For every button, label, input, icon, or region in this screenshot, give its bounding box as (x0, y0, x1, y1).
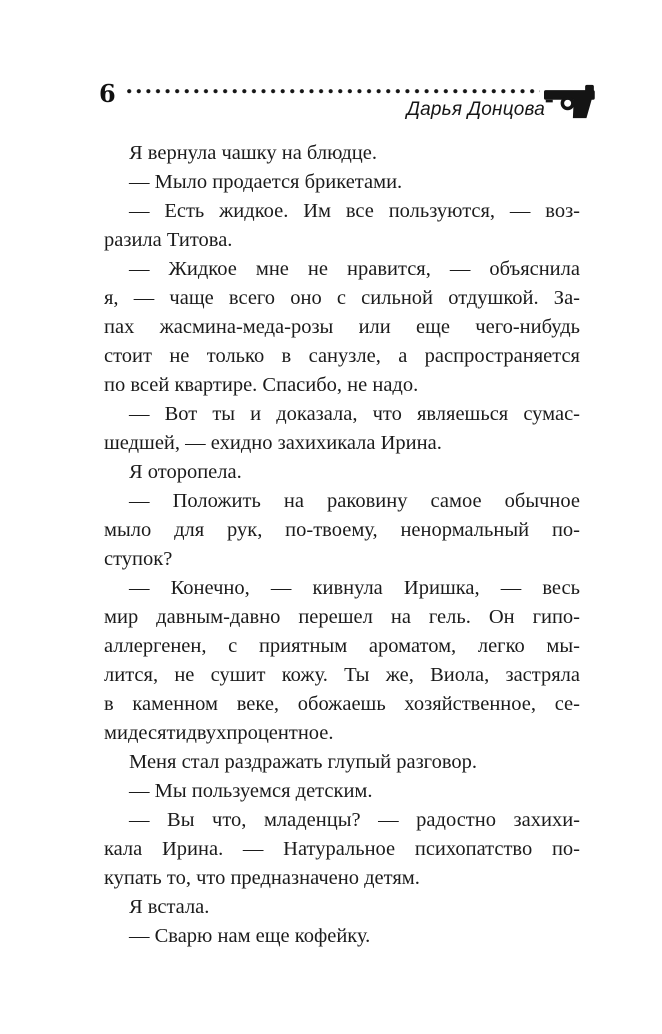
dotted-rule (127, 89, 540, 94)
page-number: 6 (99, 79, 116, 108)
text-line: Я вернула чашку на блюдце. (129, 142, 377, 164)
author-name: Дарья Донцова (406, 99, 545, 120)
text-line: купать то, что предназначено детям. (104, 867, 420, 889)
text-line: стоит не только в санузле, а распространяется (104, 345, 580, 367)
text-line: — Конечно, — кивнула Иришка, — весь (129, 577, 580, 599)
text-line: — Вы что, младенцы? — радостно захихи- (129, 809, 580, 831)
text-line: — Мыло продается брикетами. (129, 171, 403, 193)
text-line: в каменном веке, обожаешь хозяйственное, се- (104, 693, 580, 715)
text-line: — Вот ты и доказала, что являешься сумас- (129, 403, 580, 425)
text-line: кала Ирина. — Натуральное психопатство по- (104, 838, 580, 860)
text-line: мидесятидвухпроцентное. (104, 722, 334, 744)
text-line: ступок? (104, 548, 173, 570)
text-line: — Положить на раковину самое обычное (129, 490, 580, 512)
pistol-icon (544, 84, 600, 119)
text-line: Я встала. (129, 896, 210, 918)
text-line: — Сварю нам еще кофейку. (129, 925, 371, 947)
text-line: я, — чаще всего оно с сильной отдушкой. За- (104, 287, 580, 309)
text-line: разила Титова. (104, 229, 233, 251)
text-line: аллергенен, с приятным ароматом, легко мы- (104, 635, 580, 657)
text-line: — Мы пользуемся детским. (129, 780, 373, 802)
text-line: Я оторопела. (129, 461, 242, 483)
text-line: мыло для рук, по-твоему, ненормальный по- (104, 519, 580, 541)
text-line: по всей квартире. Спасибо, не надо. (104, 374, 419, 396)
text-line: мир давным-давно перешел на гель. Он гипо- (104, 606, 580, 628)
text-line: лится, не сушит кожу. Ты же, Виола, застряла (104, 664, 580, 686)
text-line: пах жасмина-меда-розы или еще чего-нибудь (104, 316, 580, 338)
text-line: — Есть жидкое. Им все пользуются, — воз- (129, 200, 580, 222)
text-line: — Жидкое мне не нравится, — объяснила (129, 258, 580, 280)
text-line: Меня стал раздражать глупый разговор. (129, 751, 477, 773)
text-line: шедшей, — ехидно захихикала Ирина. (104, 432, 442, 454)
text-block (104, 139, 580, 951)
